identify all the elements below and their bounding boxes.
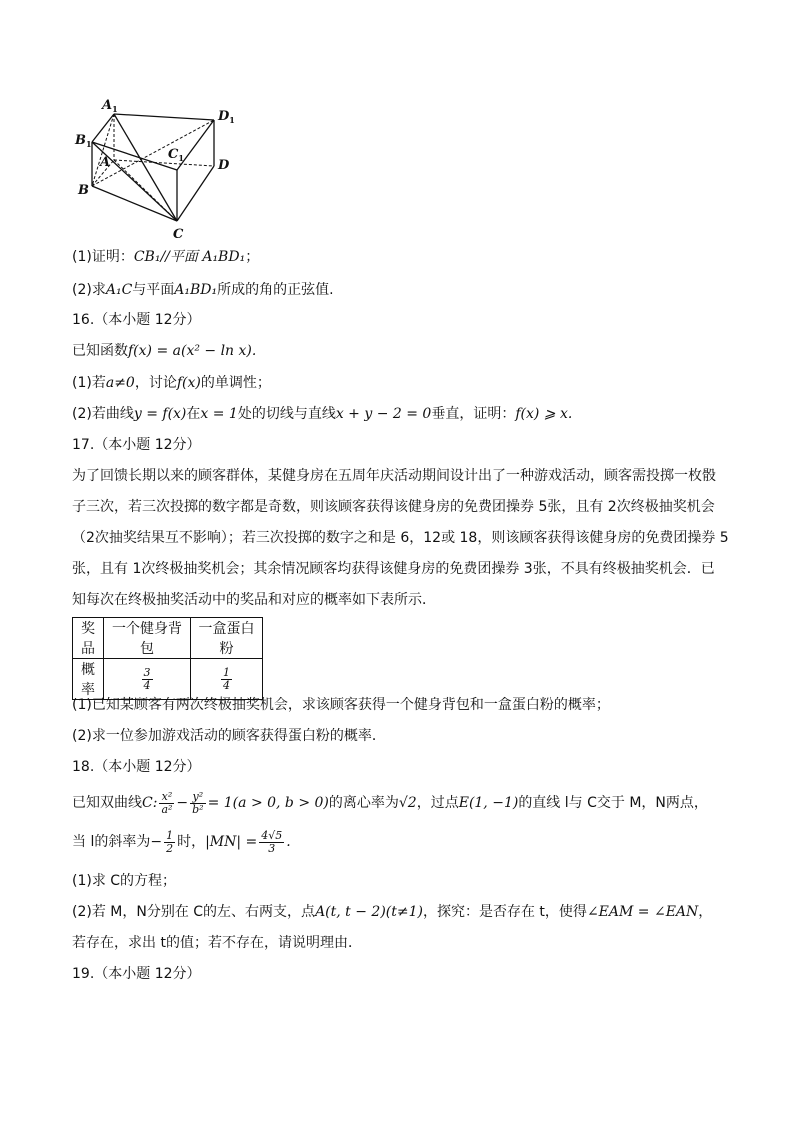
fraction-denominator: 2 bbox=[166, 841, 174, 855]
q16-part2-math3: x + y − 2 = 0 bbox=[335, 406, 432, 422]
q18-curve-name: C: bbox=[142, 795, 158, 811]
q16-intro bbox=[72, 342, 256, 360]
table-row-label: 概率 bbox=[73, 659, 104, 700]
q18-prefix: 已知双曲线 bbox=[72, 795, 142, 811]
fraction-x-over-a bbox=[159, 791, 174, 816]
q18-part3: 若存在，求出 t的值；若不存在，请说明理由． bbox=[72, 935, 362, 951]
period: . bbox=[286, 834, 291, 850]
q15-part1-math: CB₁//平面 A₁BD₁ bbox=[133, 249, 246, 265]
q16-part1-prefix: (1)若 bbox=[72, 375, 106, 391]
q16-part1-suffix: 的单调性； bbox=[200, 375, 271, 391]
q15-part2-suffix: 所成的角的正弦值. bbox=[217, 282, 334, 298]
minus-sign: − bbox=[150, 834, 163, 850]
probability-fraction bbox=[142, 667, 153, 692]
q18-part2-a: (2)若 M，N分别在 C的左、右两支，点 bbox=[72, 904, 316, 920]
q15-part1-suffix: ； bbox=[245, 249, 260, 265]
fraction-denominator: b² bbox=[192, 802, 204, 816]
q17-text-line2: 子三次，若三次投掷的数字都是奇数，则该顾客获得该健身房的免费团操券 5张，且有 2次终极抽奖机会 bbox=[72, 499, 715, 515]
fraction-denominator: a² bbox=[161, 802, 173, 816]
edge-B-C bbox=[92, 186, 177, 221]
q16-header: 16.（本小题 12分） bbox=[72, 312, 201, 328]
q16-part2-prefix: (2)若曲线 bbox=[72, 406, 134, 422]
prize-probability-table bbox=[72, 617, 263, 700]
q17-part1: (1)已知某顾客有两次终极抽奖机会，求该顾客获得一个健身背包和一盒蛋白粉的概率； bbox=[72, 697, 610, 713]
fraction-numerator: 4√5 bbox=[261, 828, 283, 842]
q15-part2-math1: A₁C bbox=[105, 282, 133, 298]
edge-A1-D1 bbox=[114, 114, 214, 120]
table-cell bbox=[191, 659, 263, 700]
q18-point-A: A(t, t − 2)(t≠1) bbox=[315, 904, 423, 920]
q16-part2-math2: x = 1 bbox=[200, 406, 238, 422]
q18-mid: 的离心率为 bbox=[328, 795, 399, 811]
q16-part1-math1: a≠0 bbox=[105, 375, 135, 391]
fraction-denominator: 3 bbox=[268, 841, 276, 855]
q18-angle-eq: ∠EAM = ∠EAN bbox=[586, 904, 699, 920]
edge-B1-A1 bbox=[92, 114, 114, 142]
fraction-numerator: 1 bbox=[166, 828, 174, 842]
q16-part2-mid3: 垂直，证明： bbox=[431, 406, 516, 422]
q19-header: 19.（本小题 12分） bbox=[72, 966, 201, 982]
q15-part2-mid: 与平面 bbox=[132, 282, 175, 298]
label-D1: $D_1$ bbox=[218, 109, 235, 125]
label-D: D bbox=[218, 158, 230, 173]
q17-text-line3: （2次抽奖结果互不影响）；若三次投掷的数字之和是 6，12或 18，则该顾客获得该健身房的免费团操券 5 bbox=[72, 530, 729, 546]
q18-point-E: E(1, −1) bbox=[458, 795, 519, 811]
label-C1: $C_1$ bbox=[168, 147, 184, 163]
q16-part1-mid: ，讨论 bbox=[134, 375, 177, 391]
q18-mid2: ，过点 bbox=[416, 795, 459, 811]
table-header-cell: 一盒蛋白粉 bbox=[191, 618, 263, 659]
q16-part2-math1: y = f(x) bbox=[133, 406, 187, 422]
q17-part2: (2)求一位参加游戏活动的顾客获得蛋白粉的概率． bbox=[72, 728, 386, 744]
table-header-cell: 奖品 bbox=[73, 618, 104, 659]
label-A: A bbox=[100, 155, 111, 170]
prism-hidden-edges bbox=[92, 114, 214, 221]
table-cell bbox=[104, 659, 191, 700]
minus-sign: − bbox=[176, 795, 189, 811]
q16-intro-math: f(x) = a(x² − ln x). bbox=[128, 343, 257, 359]
fraction-numerator: y² bbox=[190, 791, 205, 804]
q18-slope-mid: 时， bbox=[177, 834, 206, 850]
q18-eccentricity: √2 bbox=[398, 795, 417, 811]
q18-line1 bbox=[72, 790, 708, 816]
label-C: C bbox=[173, 227, 184, 241]
q18-part2 bbox=[72, 903, 712, 921]
label-A1: $A_1$ bbox=[102, 98, 118, 114]
q18-slope-prefix: 当 l的斜率为 bbox=[72, 834, 151, 850]
edge-A1-B bbox=[92, 114, 114, 186]
q16-part1-math2: f(x) bbox=[176, 375, 201, 391]
fraction-denominator: 4 bbox=[223, 678, 230, 692]
q16-part2-mid1: 在 bbox=[186, 406, 201, 422]
fraction-y-over-b bbox=[190, 791, 205, 816]
table-header-row bbox=[73, 618, 263, 659]
q17-text-line4: 张，且有 1次终极抽奖机会；其余情况顾客均获得该健身房的免费团操券 3张，不具有终极抽奖机会．已 bbox=[72, 561, 715, 577]
table-header-cell: 一个健身背包 bbox=[104, 618, 191, 659]
q15-part2 bbox=[72, 281, 334, 299]
q17-text-line5: 知每次在终极抽奖活动中的奖品和对应的概率如下表所示． bbox=[72, 592, 436, 608]
q16-part2 bbox=[72, 405, 572, 423]
q17-text-line1: 为了回馈长期以来的顾客群体，某健身房在五周年庆活动期间设计出了一种游戏活动，顾客需投掷一枚骰 bbox=[72, 468, 716, 484]
q18-condition: = 1(a > 0, b > 0) bbox=[207, 795, 329, 811]
q18-part2-c: ， bbox=[698, 904, 713, 920]
fraction-numerator: 3 bbox=[143, 665, 151, 679]
fraction-mn bbox=[259, 830, 284, 855]
label-B1: $B_1$ bbox=[75, 133, 92, 149]
probability-fraction bbox=[221, 667, 232, 692]
q16-part2-math4: f(x) ⩾ x. bbox=[515, 406, 573, 422]
fraction-slope bbox=[164, 830, 175, 855]
table-row bbox=[73, 659, 263, 700]
prism-figure bbox=[72, 96, 242, 241]
q16-intro-prefix: 已知函数 bbox=[72, 343, 128, 359]
fraction-numerator: x² bbox=[159, 791, 174, 804]
q18-header: 18.（本小题 12分） bbox=[72, 759, 201, 775]
fraction-denominator: 4 bbox=[143, 678, 151, 692]
q15-part2-math2: A₁BD₁ bbox=[174, 282, 218, 298]
edge-D-C bbox=[177, 166, 214, 221]
label-B: B bbox=[78, 183, 89, 198]
q15-part2-prefix: (2)求 bbox=[72, 282, 106, 298]
q15-part1 bbox=[72, 248, 259, 266]
q18-suffix: 的直线 l与 C交于 M，N两点， bbox=[518, 795, 708, 811]
q16-part2-mid2: 处的切线与直线 bbox=[237, 406, 336, 422]
q18-part1: (1)求 C的方程； bbox=[72, 873, 177, 889]
edge-B-D1 bbox=[92, 120, 214, 186]
q16-part1 bbox=[72, 374, 271, 392]
fraction-numerator: 1 bbox=[223, 665, 230, 679]
q15-part1-prefix: (1)证明： bbox=[72, 249, 134, 265]
q17-header: 17.（本小题 12分） bbox=[72, 437, 201, 453]
q18-line2 bbox=[72, 829, 291, 855]
q18-part2-b: ，探究：是否存在 t，使得 bbox=[422, 904, 587, 920]
q18-mn-length: |MN| = bbox=[205, 834, 258, 850]
